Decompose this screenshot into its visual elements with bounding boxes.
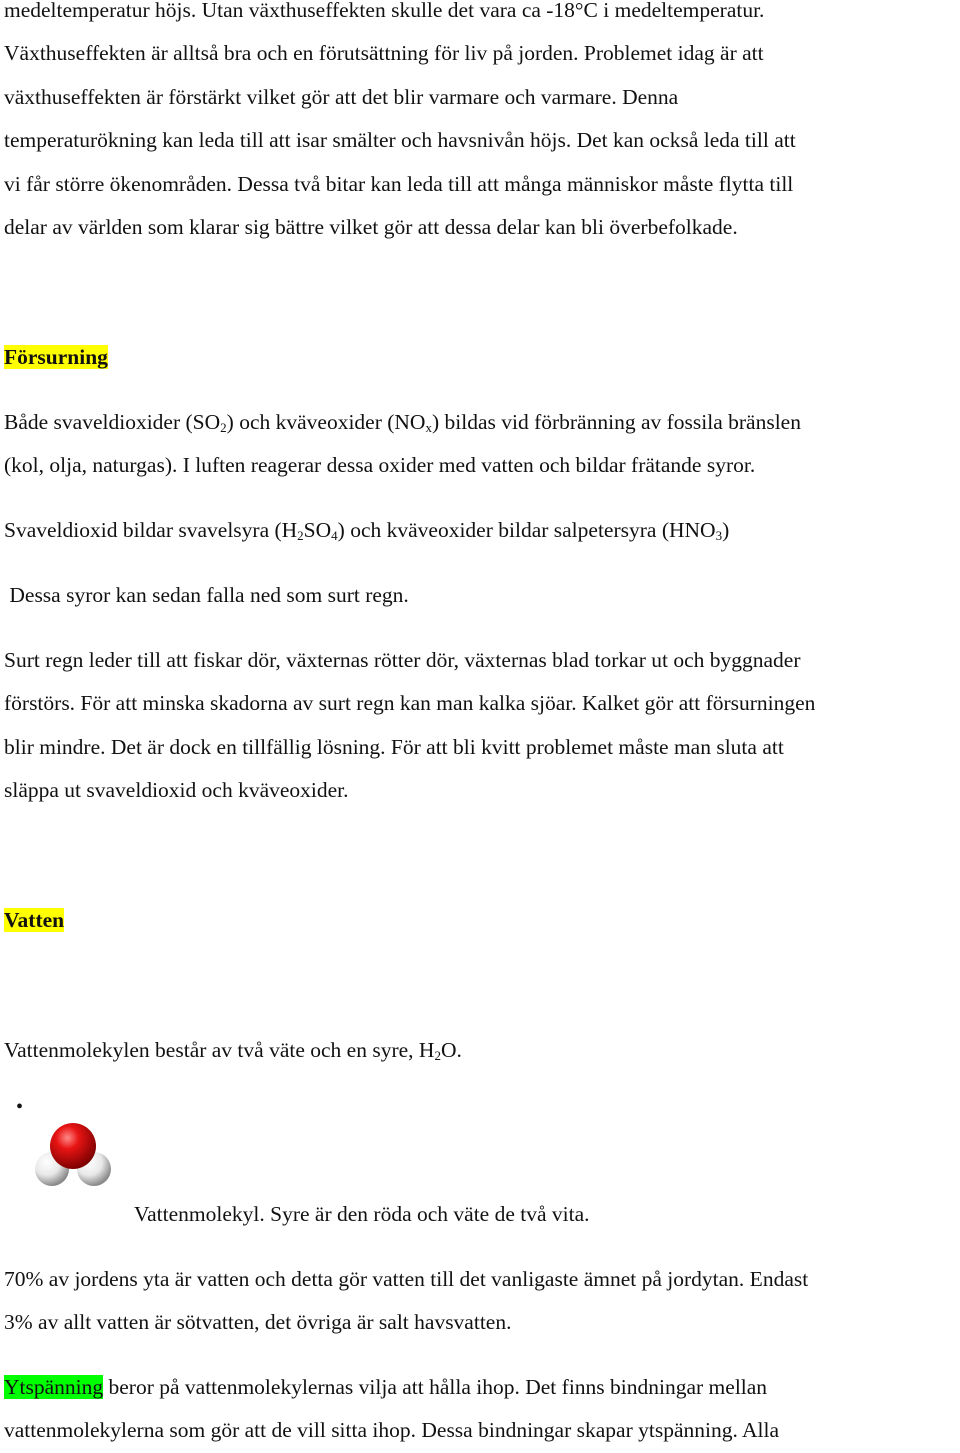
forsurning-p1-line-2: (kol, olja, naturgas). I luften reagerar dessa oxider med vatten och bildar frätande syror. <box>4 453 756 477</box>
intro-line-1: medeltemperatur höjs. Utan växthuseffekten skulle det vara ca -18°C i medeltemperatur. <box>4 0 765 22</box>
heading-vatten <box>4 899 64 943</box>
intro-line-4: temperaturökning kan leda till att isar smälter och havsnivån höjs. Det kan också leda till att <box>4 128 796 152</box>
forsurning-p4-line-4: släppa ut svaveldioxid och kväveoxider. <box>4 778 349 802</box>
vatten-p1: Vattenmolekylen består av två väte och en syre, $H_2O$. <box>4 1038 462 1063</box>
vatten-p2-line-2: 3% av allt vatten är sötvatten, det övriga är salt havsvatten. <box>4 1310 512 1334</box>
intro-line-3: växthuseffekten är förstärkt vilket gör att det blir varmare och varmare. Denna <box>4 85 679 109</box>
forsurning-p4-line-3: blir mindre. Det är dock en tillfällig lösning. För att bli kvitt problemet måste man sluta att <box>4 735 784 759</box>
heading-forsurning-text: Försurning <box>4 345 108 369</box>
term-ytspanning: Ytspänning <box>4 1375 104 1399</box>
intro-line-2: Växthuseffekten är alltså bra och en förutsättning för liv på jorden. Problemet idag är att <box>4 41 764 65</box>
forsurning-p4-line-2: förstörs. För att minska skadorna av surt regn kan man kalka sjöar. Kalket gör att försurningen <box>4 691 816 715</box>
vatten-p3-line-2: vattenmolekylerna som gör att de vill sitta ihop. Dessa bindningar skapar ytspänning. Alla <box>4 1418 780 1442</box>
intro-line-5: vi får större ökenområden. Dessa två bitar kan leda till att många människor måste flytta till <box>4 172 794 196</box>
heading-vatten-text: Vatten <box>4 908 65 932</box>
forsurning-p2: Svaveldioxid bildar svavelsyra $(H_2SO_4)$ och kväveoxider bildar salpetersyra $(HNO_3)$ <box>4 518 730 543</box>
vatten-p2-line-1: 70% av jordens yta är vatten och detta gör vatten till det vanligaste ämnet på jordytan. Endast <box>4 1267 809 1291</box>
forsurning-p4-line-1: Surt regn leder till att fiskar dör, växternas rötter dör, växternas blad torkar ut och byggnader <box>4 648 801 672</box>
water-molecule-icon <box>30 1121 116 1193</box>
list-bullet: • <box>16 1096 24 1118</box>
oxygen-atom <box>50 1123 96 1169</box>
vatten-p3-line-1: Ytspänning beror på vattenmolekylernas vilja att hålla ihop. Det finns bindningar mellan <box>4 1375 768 1399</box>
molecule-caption: Vattenmolekyl. Syre är den röda och väte de två vita. <box>134 1202 590 1226</box>
forsurning-p1-line-1: Både svaveldioxider $(SO_2)$ och kväveoxider $(NO_x)$ bildas vid förbränning av fossila bränslen <box>4 410 801 435</box>
intro-line-6: delar av världen som klarar sig bättre vilket gör att dessa delar kan bli överbefolkade. <box>4 215 738 239</box>
heading-forsurning <box>4 336 108 380</box>
forsurning-p3: Dessa syror kan sedan falla ned som surt regn. <box>4 583 409 607</box>
